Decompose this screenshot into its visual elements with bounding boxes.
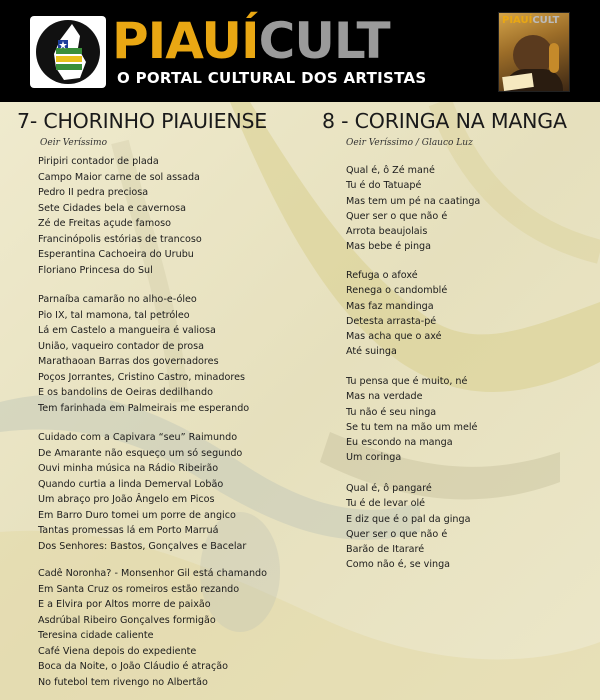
site-tagline: O PORTAL CULTURAL DOS ARTISTAS <box>117 69 427 87</box>
promo-logo-part2: CULT <box>532 15 560 26</box>
lyric-line: Em Santa Cruz os romeiros estão rezando <box>38 583 240 595</box>
song-7-author: Oeir Veríssimo <box>40 138 107 148</box>
site-header <box>0 0 600 102</box>
lyric-line: Marathaoan Barras dos governadores <box>38 356 219 367</box>
lyric-line: Asdrúbal Ribeiro Gonçalves formigão <box>38 614 216 626</box>
lyric-line: Refuga o afoxé <box>346 270 418 281</box>
lyric-line: Em Barro Duro tomei um porre de angico <box>38 509 236 521</box>
lyric-line: Renega o candomblé <box>346 285 448 297</box>
lyric-line: Mas tem um pé na caatinga <box>346 195 481 207</box>
lyric-line: Tantas promessas lá em Porto Marruá <box>38 525 219 536</box>
lyric-line: De Amarante não esqueço um só segundo <box>38 447 243 459</box>
lyric-line: Pedro II pedra preciosa <box>38 187 149 198</box>
lyric-line: Teresina cidade caliente <box>38 630 154 641</box>
lyric-line: Detesta arrasta-pé <box>346 315 437 327</box>
lyric-line: Cadê Noronha? - Monsenhor Gil está chamando <box>38 568 268 579</box>
lyric-line: Quer ser o que não é <box>346 210 448 222</box>
song-7-verse-1 <box>38 154 202 278</box>
promo-mini-logo <box>502 15 559 27</box>
lyric-line: Café Viena depois do expediente <box>38 645 197 657</box>
lyric-line: União, vaqueiro contador de prosa <box>38 340 204 352</box>
promo-logo-part1: PIAUÍ <box>502 15 533 26</box>
lyric-line: Quer ser o que não é <box>346 528 448 540</box>
lyric-line: Mas acha que o axé <box>346 331 442 343</box>
lyric-line: Dos Senhores: Bastos, Gonçalves e Bacelar <box>38 540 247 552</box>
lyric-line: Mas bebe é pinga <box>346 241 431 253</box>
song-8-verse-1 <box>346 163 480 255</box>
song-8-author: Oeir Veríssimo / Glauco Luz <box>346 138 473 148</box>
lyric-line: Campo Maior carne de sol assada <box>38 171 200 183</box>
lyric-line: Sete Cidades bela e cavernosa <box>38 202 186 214</box>
site-brand[interactable] <box>112 14 390 68</box>
lyric-line: Como não é, se vinga <box>346 559 451 571</box>
lyric-line: E os bandolins de Oeiras dedilhando <box>38 387 213 398</box>
lyric-line: Tu não é seu ninga <box>346 406 437 418</box>
lyric-line: Cuidado com a Capivara “seu” Raimundo <box>38 432 238 443</box>
lyric-line: Um coringa <box>346 452 402 464</box>
lyric-line: Tem farinhada em Palmeirais me esperando <box>38 402 250 414</box>
lyric-line: Barão de Itararé <box>346 544 425 556</box>
brand-part-piaui: PIAUÍ <box>112 12 259 70</box>
lyric-line: Piripiri contador de plada <box>38 156 159 167</box>
lyric-line: No futebol tem rivengo no Albertão <box>38 676 208 688</box>
lyric-line: Floriano Princesa do Sul <box>38 264 153 276</box>
lyric-line: Pio IX, tal mamona, tal petróleo <box>38 309 190 321</box>
lyric-line: Lá em Castelo a mangueira é valiosa <box>38 325 216 336</box>
lyric-line: Tu pensa que é muito, né <box>346 376 468 387</box>
song-8-verse-4 <box>346 481 470 573</box>
microphone-icon <box>549 43 559 73</box>
lyric-line: Um abraço pro João Ângelo em Picos <box>38 494 215 505</box>
lyric-line: Tu é do Tatuapé <box>346 180 422 192</box>
song-7-title: 7- CHORINHO PIAUIENSE <box>17 109 268 133</box>
lyric-line: Mas na verdade <box>346 391 423 403</box>
piaui-flag-icon <box>34 18 102 86</box>
lyric-line: Parnaíba camarão no alho-e-óleo <box>38 294 197 305</box>
lyric-line: Mas faz mandinga <box>346 300 434 312</box>
lyric-line: Boca da Noite, o João Cláudio é atração <box>38 661 229 672</box>
lyric-line: Qual é, ô pangaré <box>346 483 432 494</box>
lyric-line: Esperantina Cachoeira do Urubu <box>38 249 194 260</box>
lyric-line: Francinópolis estórias de trancoso <box>38 233 202 245</box>
lyric-line: Zé de Freitas açude famoso <box>38 218 171 229</box>
brand-part-cult: CULT <box>258 12 390 70</box>
song-8-verse-2 <box>346 268 447 360</box>
piaui-map-logo[interactable] <box>30 16 106 88</box>
lyric-line: Se tu tem na mão um melé <box>346 421 478 433</box>
song-8-verse-3 <box>346 374 477 466</box>
lyric-line: Arrota beaujolais <box>346 226 428 238</box>
song-7-verse-2 <box>38 292 249 416</box>
song-7-verse-4 <box>38 566 267 690</box>
lyric-line: Até suinga <box>346 346 397 358</box>
lyric-line: Quando curtia a linda Demerval Lobão <box>38 478 224 490</box>
lyric-line: Poços Jorrantes, Cristino Castro, minadores <box>38 371 245 383</box>
song-8-title: 8 - CORINGA NA MANGA <box>322 109 567 133</box>
artist-promo-photo[interactable] <box>498 12 570 92</box>
lyric-line: Qual é, ô Zé mané <box>346 165 435 176</box>
lyric-line: Tu é de levar olé <box>346 498 426 510</box>
lyric-line: Eu escondo na manga <box>346 437 453 449</box>
lyric-line: E a Elvira por Altos morre de paixão <box>38 599 211 610</box>
lyric-line: E diz que é o pal da ginga <box>346 513 471 525</box>
song-7-verse-3 <box>38 430 246 554</box>
lyric-line: Ouvi minha música na Rádio Ribeirão <box>38 463 219 474</box>
